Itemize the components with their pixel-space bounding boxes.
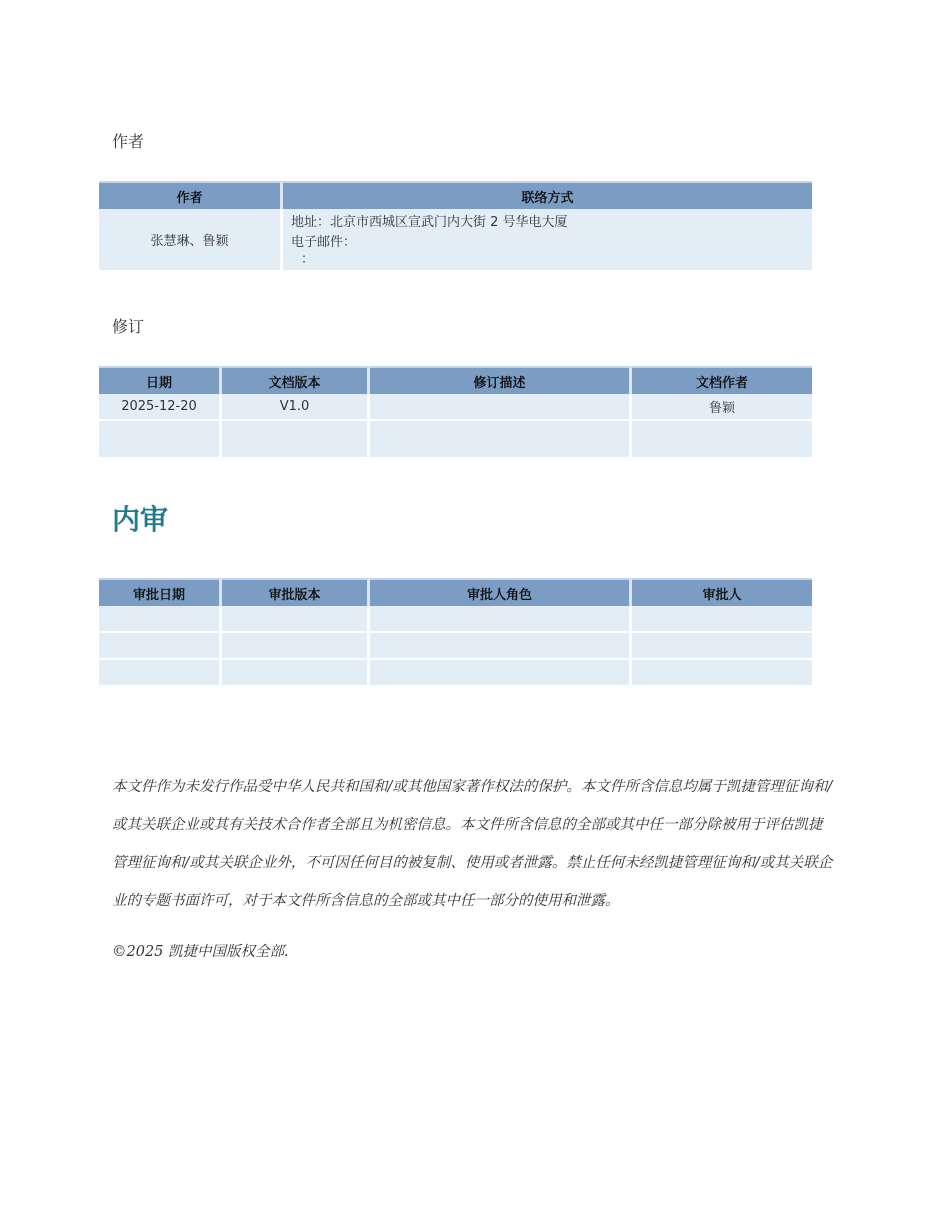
confidentiality-notice: 本文件作为未发行作品受中华人民共和国和/或其他国家著作权法的保护。本文件所含信息均属于凯捷管理征询和/或其关联企业或其有关技术合作者全部且为机密信息。本文件所含信息的全部或其中任一部分除被用于评估凯捷管理征询和/或其关联企业外，不可因任何目的被复制、使用或者泄露。禁止任何未经凯捷管理征询和/或其关联企业的专题书面许可，对于本文件所含信息的全部或其中任一部分的使用和泄露。 (112, 779, 833, 909)
review-date-cell (99, 660, 222, 687)
revision-version-cell (222, 421, 370, 459)
table-row (99, 606, 812, 633)
review-version-cell (222, 633, 370, 660)
revision-header-description: 修订描述 (370, 366, 632, 394)
review-header-role: 审批人角色 (370, 578, 632, 606)
revision-date-cell: 2025-12-20 (99, 394, 222, 421)
author-names: 张慧琳、鲁颖 (99, 209, 283, 272)
contact-address: 地址：北京市西城区宣武门内大街 2 号华电大厦 (291, 214, 568, 230)
review-section-heading: 内审 (112, 503, 169, 536)
authors-table-header-row (99, 181, 812, 209)
revision-table-header-row (99, 366, 812, 394)
review-version-cell (222, 606, 370, 633)
revision-section-label: 修订 (112, 317, 145, 336)
revision-date-cell (99, 421, 222, 459)
table-row (99, 633, 812, 660)
review-approver-cell (632, 660, 812, 687)
contact-phone: ： (301, 251, 315, 267)
revision-header-date: 日期 (99, 366, 222, 394)
revision-header-author: 文档作者 (632, 366, 812, 394)
contact-details (283, 209, 812, 272)
review-header-approver: 审批人 (632, 578, 812, 606)
revision-version-cell: V1.0 (222, 394, 370, 421)
revision-table (99, 366, 812, 459)
revision-description-cell (370, 421, 632, 459)
revision-author-cell (632, 421, 812, 459)
revision-author-cell: 鲁颖 (632, 394, 812, 421)
authors-section-label: 作者 (112, 132, 145, 151)
authors-header-contact: 联络方式 (283, 181, 812, 209)
review-date-cell (99, 633, 222, 660)
review-date-cell (99, 606, 222, 633)
review-approver-cell (632, 606, 812, 633)
table-row (99, 209, 812, 272)
table-row (99, 394, 812, 421)
revision-description-cell (370, 394, 632, 421)
authors-header-author: 作者 (99, 181, 283, 209)
authors-table (99, 181, 812, 272)
review-table-header-row (99, 578, 812, 606)
review-role-cell (370, 633, 632, 660)
review-role-cell (370, 606, 632, 633)
table-row (99, 421, 812, 459)
contact-email: 电子邮件： (291, 234, 357, 250)
review-header-version: 审批版本 (222, 578, 370, 606)
review-version-cell (222, 660, 370, 687)
revision-header-version: 文档版本 (222, 366, 370, 394)
review-role-cell (370, 660, 632, 687)
copyright-line: ©2025 凯捷中国版权全部. (112, 944, 289, 960)
review-table (99, 578, 812, 687)
table-row (99, 660, 812, 687)
review-header-date: 审批日期 (99, 578, 222, 606)
review-approver-cell (632, 633, 812, 660)
